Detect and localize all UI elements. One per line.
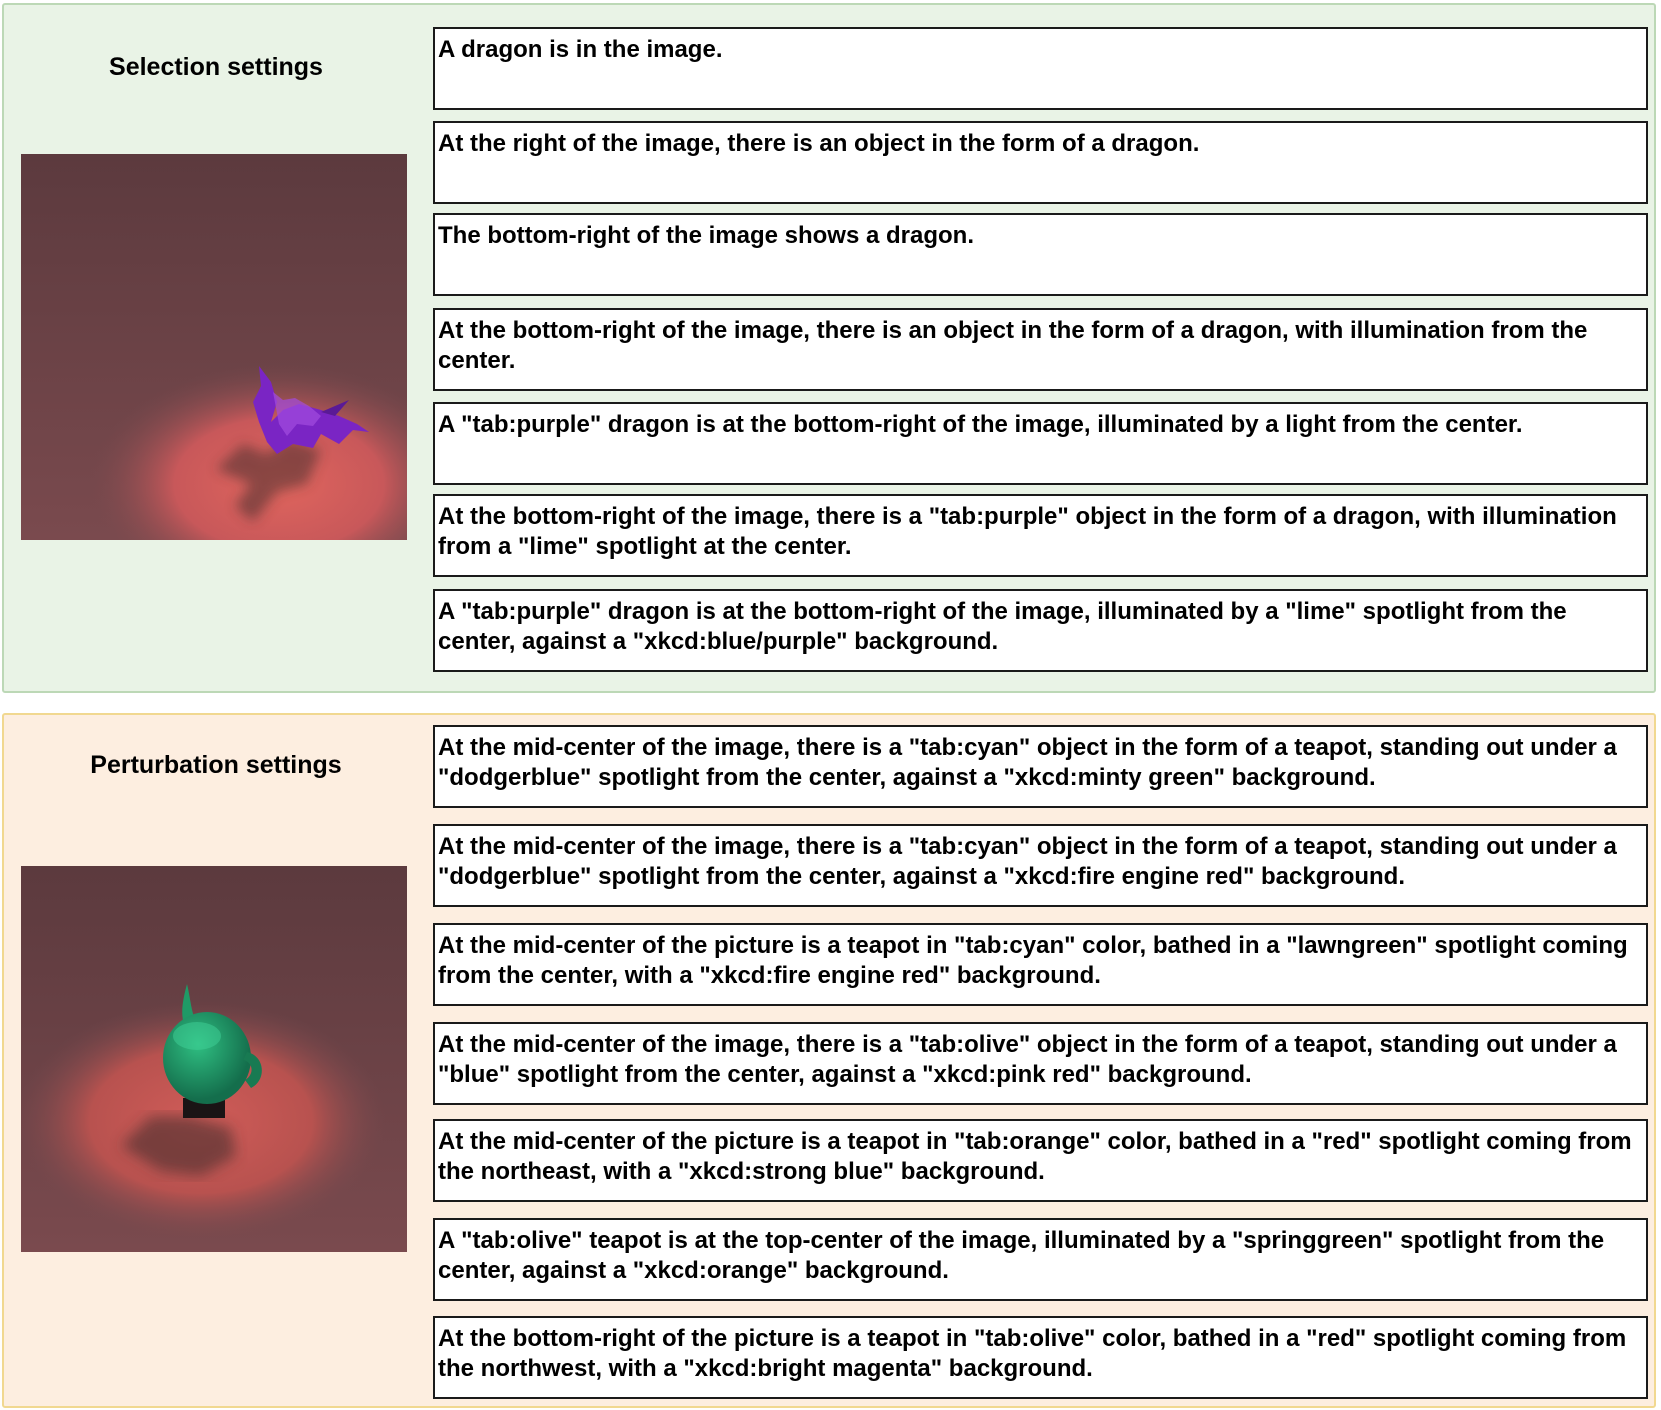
- perturbation-prompt-6: A "tab:olive" teapot is at the top-center of the image, illuminated by a "springgreen" spotlight from the center, against a "xkcd:orange" background.: [433, 1218, 1648, 1301]
- perturbation-prompt-7: At the bottom-right of the picture is a teapot in "tab:olive" color, bathed in a "red" spotlight coming from the northwest, with a "xkcd:bright magenta" background.: [433, 1316, 1648, 1399]
- perturbation-prompt-1: At the mid-center of the image, there is a "tab:cyan" object in the form of a teapot, standing out under a "dodgerblue" spotlight from the center, against a "xkcd:minty green" background.: [433, 725, 1648, 808]
- selection-prompt-6: At the bottom-right of the image, there is a "tab:purple" object in the form of a dragon, with illumination from a "lime" spotlight at the center.: [433, 494, 1648, 577]
- selection-prompt-5: A "tab:purple" dragon is at the bottom-right of the image, illuminated by a light from the center.: [433, 402, 1648, 485]
- selection-prompt-3: The bottom-right of the image shows a dragon.: [433, 213, 1648, 296]
- dragon-render-image: [21, 154, 407, 540]
- perturbation-settings-panel: [2, 713, 1656, 1408]
- perturbation-prompt-3: At the mid-center of the picture is a teapot in "tab:cyan" color, bathed in a "lawngreen" spotlight coming from the center, with a "xkcd:fire engine red" background.: [433, 923, 1648, 1006]
- selection-prompt-4: At the bottom-right of the image, there is an object in the form of a dragon, with illumination from the center.: [433, 308, 1648, 391]
- selection-settings-title: Selection settings: [109, 53, 323, 81]
- selection-prompt-2: At the right of the image, there is an object in the form of a dragon.: [433, 121, 1648, 204]
- perturbation-prompt-5: At the mid-center of the picture is a teapot in "tab:orange" color, bathed in a "red" spotlight coming from the northeast, with a "xkcd:strong blue" background.: [433, 1119, 1648, 1202]
- perturbation-settings-title: Perturbation settings: [90, 751, 342, 779]
- selection-settings-panel: [2, 3, 1656, 693]
- selection-prompt-1: A dragon is in the image.: [433, 27, 1648, 110]
- selection-prompt-7: A "tab:purple" dragon is at the bottom-right of the image, illuminated by a "lime" spotlight from the center, against a "xkcd:blue/purple" background.: [433, 589, 1648, 672]
- perturbation-prompt-4: At the mid-center of the image, there is a "tab:olive" object in the form of a teapot, standing out under a "blue" spotlight from the center, against a "xkcd:pink red" background.: [433, 1022, 1648, 1105]
- teapot-render-image: [21, 866, 407, 1252]
- perturbation-prompt-2: At the mid-center of the image, there is a "tab:cyan" object in the form of a teapot, standing out under a "dodgerblue" spotlight from the center, against a "xkcd:fire engine red" background.: [433, 824, 1648, 907]
